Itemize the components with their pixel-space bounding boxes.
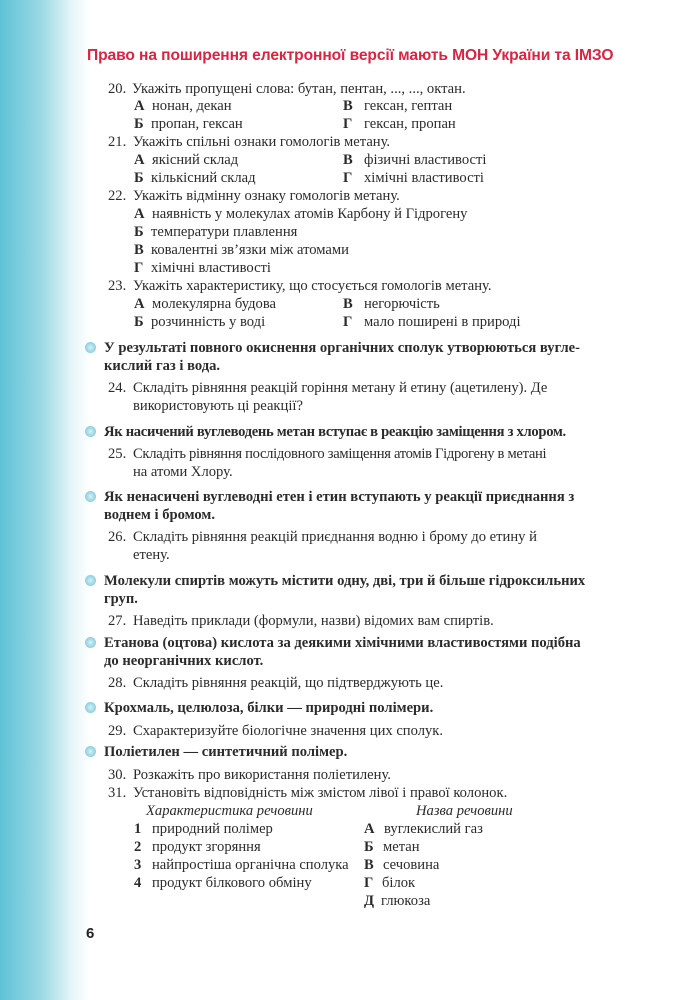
match-text: вуглекислий газ bbox=[384, 821, 483, 837]
question-text: Складіть рівняння реакцій горіння метану й етину (ацетилену). Де bbox=[133, 380, 548, 396]
match-text: найпростіша органічна сполука bbox=[152, 857, 349, 873]
question-number: 25. bbox=[108, 446, 127, 462]
match-letter: Д bbox=[364, 893, 375, 909]
option-text: гексан, пропан bbox=[364, 116, 456, 132]
option-text: фізичні властивості bbox=[364, 152, 487, 168]
match-number: 3 bbox=[134, 857, 142, 873]
option-text: якісний склад bbox=[152, 152, 239, 168]
option-letter: А bbox=[134, 296, 145, 312]
option-letter: В bbox=[343, 296, 353, 312]
section-statement: Етанова (оцтова) кислота за деякими хімічними властивостями подібна bbox=[104, 635, 581, 651]
match-text: продукт згоряння bbox=[152, 839, 261, 855]
question-text: використовують ці реакції? bbox=[133, 398, 303, 414]
question-text: Схарактеризуйте біологічне значення цих сполук. bbox=[133, 723, 444, 739]
option-text: негорючість bbox=[364, 296, 440, 312]
match-number: 4 bbox=[134, 875, 142, 891]
match-number: 2 bbox=[134, 839, 142, 855]
option-letter: Б bbox=[134, 314, 144, 330]
section-statement: Як насичений вуглеводень метан вступає в реакцію заміщення з хлором. bbox=[104, 424, 566, 440]
match-text: сечовина bbox=[383, 857, 440, 873]
question-number: 23. bbox=[108, 278, 127, 294]
section-statement: У результаті повного окиснення органічних сполук утворюються вугле- bbox=[104, 340, 580, 356]
question-text: Розкажіть про використання поліетилену. bbox=[133, 767, 391, 783]
question-text: Укажіть відмінну ознаку гомологів метану. bbox=[133, 188, 400, 204]
bullet-icon bbox=[85, 342, 96, 353]
option-text: розчинність у воді bbox=[151, 314, 266, 330]
bullet-icon bbox=[85, 426, 96, 437]
question-text: Укажіть спільні ознаки гомологів метану. bbox=[133, 134, 391, 150]
option-text: молекулярна будова bbox=[152, 296, 277, 312]
question-text: Складіть рівняння реакцій, що підтверджують це. bbox=[133, 675, 444, 691]
question-text: на атоми Хлору. bbox=[133, 464, 233, 480]
option-text: кількісний склад bbox=[151, 170, 256, 186]
match-number: 1 bbox=[134, 821, 142, 837]
bullet-icon bbox=[85, 746, 96, 757]
option-letter: В bbox=[343, 98, 353, 114]
question-number: 22. bbox=[108, 188, 127, 204]
option-text: температури плавлення bbox=[151, 224, 298, 240]
match-text: природний полімер bbox=[152, 821, 273, 837]
question-number: 26. bbox=[108, 529, 127, 545]
left-column-header: Характеристика речовини bbox=[146, 803, 313, 819]
copyright-header: Право на поширення електронної версії мають МОН України та ІМЗО bbox=[87, 47, 614, 64]
match-text: білок bbox=[382, 875, 416, 891]
section-statement: кислий газ і вода. bbox=[104, 358, 221, 374]
option-letter: Г bbox=[134, 260, 144, 276]
option-text: пропан, гексан bbox=[151, 116, 243, 132]
option-letter: А bbox=[134, 152, 145, 168]
question-text: Складіть рівняння послідовного заміщення атомів Гідрогену в метані bbox=[133, 446, 547, 462]
right-column-header: Назва речовини bbox=[416, 803, 513, 819]
option-letter: Г bbox=[343, 170, 353, 186]
match-letter: А bbox=[364, 821, 375, 837]
question-text: Установіть відповідність між змістом лівої і правої колонок. bbox=[133, 785, 508, 801]
option-text: гексан, гептан bbox=[364, 98, 453, 114]
question-number: 24. bbox=[108, 380, 127, 396]
page-number: 6 bbox=[86, 925, 95, 942]
question-number: 27. bbox=[108, 613, 127, 629]
match-text: продукт білкового обміну bbox=[152, 875, 312, 891]
option-letter: А bbox=[134, 98, 145, 114]
match-letter: Г bbox=[364, 875, 374, 891]
bullet-icon bbox=[85, 702, 96, 713]
section-statement: Молекули спиртів можуть містити одну, дві, три й більше гідроксильних bbox=[104, 573, 586, 589]
option-letter: Б bbox=[134, 170, 144, 186]
option-letter: В bbox=[134, 242, 144, 258]
question-text: Укажіть пропущені слова: бутан, пентан, ..., ..., октан. bbox=[132, 81, 466, 97]
option-letter: А bbox=[134, 206, 145, 222]
question-text: Укажіть характеристику, що стосується гомологів метану. bbox=[133, 278, 492, 294]
question-number: 31. bbox=[108, 785, 127, 801]
bullet-icon bbox=[85, 491, 96, 502]
question-number: 20. bbox=[108, 81, 127, 97]
option-text: мало поширені в природі bbox=[364, 314, 521, 330]
question-text: Наведіть приклади (формули, назви) відомих вам спиртів. bbox=[133, 613, 494, 629]
question-number: 29. bbox=[108, 723, 127, 739]
option-letter: Г bbox=[343, 314, 353, 330]
option-text: ковалентні зв’язки між атомами bbox=[151, 242, 349, 258]
option-text: нонан, декан bbox=[152, 98, 232, 114]
section-statement: груп. bbox=[104, 591, 138, 607]
option-letter: Б bbox=[134, 116, 144, 132]
match-text: метан bbox=[383, 839, 420, 855]
question-number: 28. bbox=[108, 675, 127, 691]
option-text: хімічні властивості bbox=[151, 260, 271, 276]
section-statement: Поліетилен — синтетичний полімер. bbox=[104, 744, 348, 760]
page-margin-stripe bbox=[0, 0, 90, 1000]
bullet-icon bbox=[85, 637, 96, 648]
bullet-icon bbox=[85, 575, 96, 586]
section-statement: Крохмаль, целюлоза, білки — природні полімери. bbox=[104, 700, 434, 716]
section-statement: до неорганічних кислот. bbox=[104, 653, 264, 669]
question-text: Складіть рівняння реакцій приєднання водню і брому до етину й bbox=[133, 529, 537, 545]
option-letter: В bbox=[343, 152, 353, 168]
match-text: глюкоза bbox=[381, 893, 431, 909]
option-letter: Б bbox=[134, 224, 144, 240]
match-letter: Б bbox=[364, 839, 374, 855]
option-letter: Г bbox=[343, 116, 353, 132]
question-number: 21. bbox=[108, 134, 127, 150]
option-text: наявність у молекулах атомів Карбону й Гідрогену bbox=[152, 206, 468, 222]
option-text: хімічні властивості bbox=[364, 170, 484, 186]
section-statement: воднем і бромом. bbox=[104, 507, 216, 523]
section-statement: Як ненасичені вуглеводні етен і етин вступають у реакції приєднання з bbox=[104, 489, 575, 505]
question-number: 30. bbox=[108, 767, 127, 783]
match-letter: В bbox=[364, 857, 374, 873]
question-text: етену. bbox=[133, 547, 170, 563]
